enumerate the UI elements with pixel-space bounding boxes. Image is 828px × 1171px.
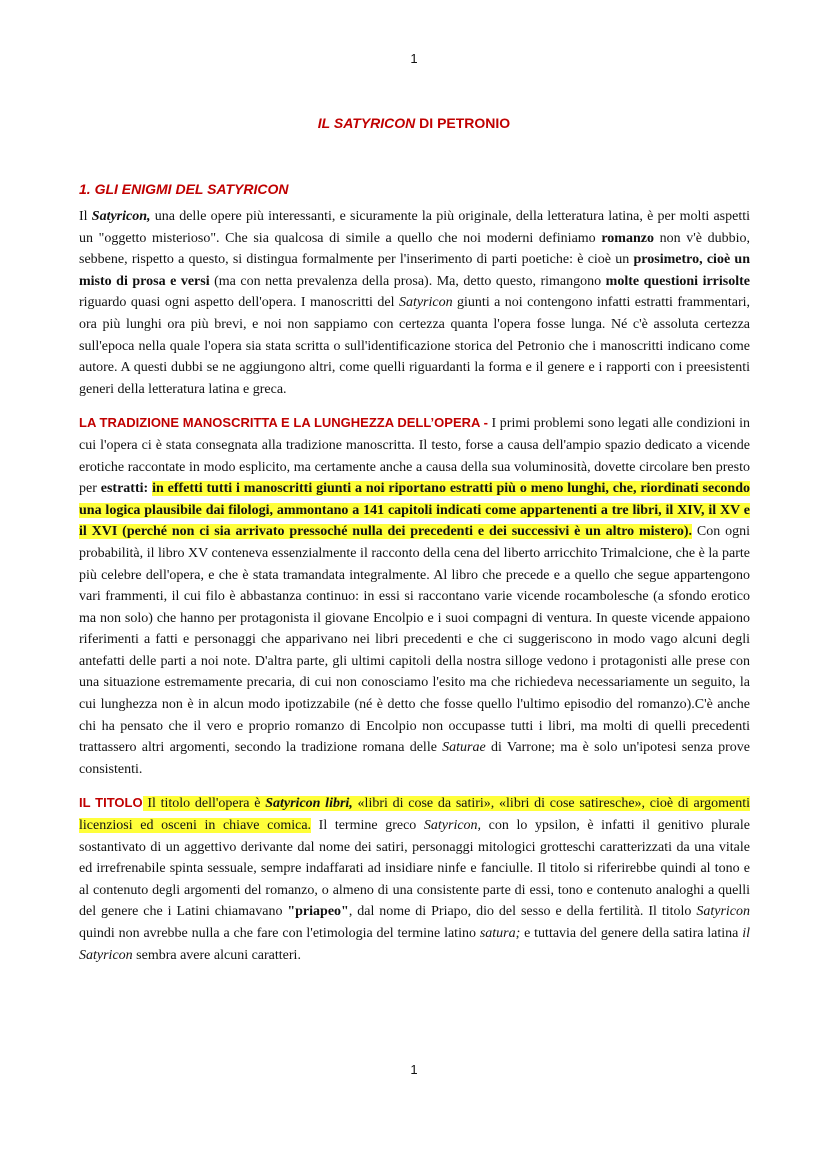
text-run: , dal nome di Priapo, dio del sesso e della fertilità. Il titolo: [348, 904, 697, 920]
text-run: romanzo: [601, 230, 654, 246]
section-heading-titolo: IL TITOLO: [79, 795, 143, 811]
text-run: Saturae: [442, 740, 486, 756]
document-body: [79, 181, 750, 978]
text-run: quindi non avrebbe nulla a che fare con l'etimologia del termine latino: [79, 926, 480, 941]
highlighted-text: in effetti tutti i manoscritti giunti a noi riportano estratti più o meno lunghi, che, riordinati secondo una logica plausibile dai filologi, ammontano a 141 capitoli indicati come appartenenti a tre libri, il XIV, il XV e il XVI (perché non ci sia arrivato pressoché nulla dei precedenti e dei successivi è un altro mistero).: [79, 481, 751, 540]
text-run: "priapeo": [287, 904, 349, 920]
document-title: [0, 115, 828, 131]
highlighted-text: «libri di cose da satiri», «libri di cose satiresche», cioè di argomenti licenziosi ed osceni in chiave comica.: [79, 796, 750, 834]
text-run: estratti:: [100, 481, 149, 497]
text-run: prosimetro, cioè un misto di prosa e versi: [79, 252, 750, 289]
title-italic: IL SATYRICON: [317, 115, 416, 131]
text-run: Il: [79, 209, 92, 224]
text-run: di Varrone; ma è solo un'ipotesi senza prove consistenti.: [79, 740, 750, 777]
text-run: molte questioni irrisolte: [605, 273, 751, 289]
text-run: non v'è dubbio, sebbene, rispetto a questo, si distingua formalmente per l'inserimento di parti poetiche: è cioè un: [79, 230, 750, 268]
page-number-bottom: 1: [410, 1062, 418, 1077]
text-run: ,: [576, 818, 580, 834]
paragraph-titolo: [79, 792, 750, 966]
page-number-top: 1: [410, 51, 418, 66]
text-run: e tuttavia del genere della satira latina: [520, 926, 743, 941]
paragraph-tradizione: [79, 412, 750, 780]
text-run: il Satyricon: [79, 926, 751, 963]
highlighted-text: Il titolo dell'opera è: [142, 796, 266, 812]
text-run: riguardo quasi ogni aspetto dell'opera. I manoscritti del: [79, 295, 399, 311]
text-run: Satyricon,: [423, 818, 482, 834]
text-run: sembra avere alcuni caratteri.: [132, 947, 301, 963]
text-run: una delle opere più interessanti, e sicuramente la più originale, della letteratura latina, è per molti aspetti un "oggetto misterioso". Che sia qualcosa di simile a quello che noi moderni definiamo: [79, 209, 750, 246]
text-run: Il termine greco: [311, 818, 424, 834]
text-run: giunti a noi contengono infatti estratti frammentari, ora più lunghi ora più brevi, e noi non sappiamo con certezza quanta l'opera fosse lunga. Né c'è assoluta certezza sull'epoca nella quale l'opera sia stata scritta o sull'identificazione storica del Petronio che i manoscritti indicano come autore. A questi dubbi se ne aggiungono altri, come quelli riguardanti la forma e il genere e i rapporti con i preesistenti generi della letteratura latina e greca.: [79, 295, 751, 397]
text-run: I primi problemi sono legati alle condizioni in cui l'opera ci è stata consegnata alla tradizione manoscritta. Il testo, forse a causa dell'ampio spazio dedicato a vicende erotiche raccontate in modo esplicito, ma certamente anche a causa della sua voluminosità, dovette circolare ben presto per: [79, 416, 750, 497]
text-run: con lo ypsilon: [481, 818, 577, 834]
section-heading-tradizione: LA TRADIZIONE MANOSCRITTA E LA LUNGHEZZA DELL’OPERA -: [79, 415, 488, 431]
title-rest: DI PETRONIO: [415, 115, 511, 131]
text-run: satura;: [479, 926, 521, 941]
text-run: Satyricon,: [91, 209, 151, 224]
text-run: Satyricon: [398, 295, 453, 311]
text-run: (ma con netta prevalenza della prosa). Ma, detto questo, rimangono: [209, 273, 606, 289]
paragraph-enigmi: [79, 206, 750, 400]
text-run: Satyricon: [696, 904, 750, 920]
highlighted-text: Satyricon libri,: [265, 796, 353, 812]
text-run: Con ogni probabilità, il libro XV conteneva essenzialmente il racconto della cena del liberto arricchito Trimalcione, che è la parte più celebre dell'opera, e che è stata tramandata integralmente. Al libro che precede e a quello che segue appartengono vari frammenti, il cui filo è abbastanza continuo: in essi si raccontano varie vicende rocambolesche (a sfondo erotico ma non solo) che hanno per protagonista il giovane Encolpio e i suoi compagni di ventura. In queste vicende appaiono riferimenti a fatti e personaggi che apparivano nei libri precedenti e che ci suggeriscono in modo vago alcuni degli antefatti delle parti a noi note. D'altra parte, gli ultimi capitoli della nostra silloge vedono i protagonisti alle prese con una situazione estremamente precaria, di cui non conosciamo l'esito ma che richiedeva necessariamente un seguito, la cui lunghezza non è in alcun modo ipotizzabile (né è detto che fosse quello l'ultimo episodio del romanzo).C'è anche chi ha pensato che il vero e proprio romanzo di Encolpio non occupasse tutti i libri, ma molti di quelli precedenti trattassero altri argomenti, secondo la tradizione romana delle: [79, 524, 750, 756]
text-run: è infatti il genitivo plurale sostantivato di un aggettivo derivante dal nome dei satiri, personaggi mitologici grotteschi caratterizzati da una vitale ed irrefrenabile spinta sessuale, sempre indaffarati ad insidiare ninfe e fanciulle. Il titolo si riferirebbe quindi al tono e al contenuto degli argomenti del romanzo, o almeno di una consistente parte di essi, tono e contenuto analoghi a quelli del genere che i Latini chiamavano: [79, 818, 750, 920]
section-heading-enigmi: 1. GLI ENIGMI DEL SATYRICON: [79, 181, 289, 197]
